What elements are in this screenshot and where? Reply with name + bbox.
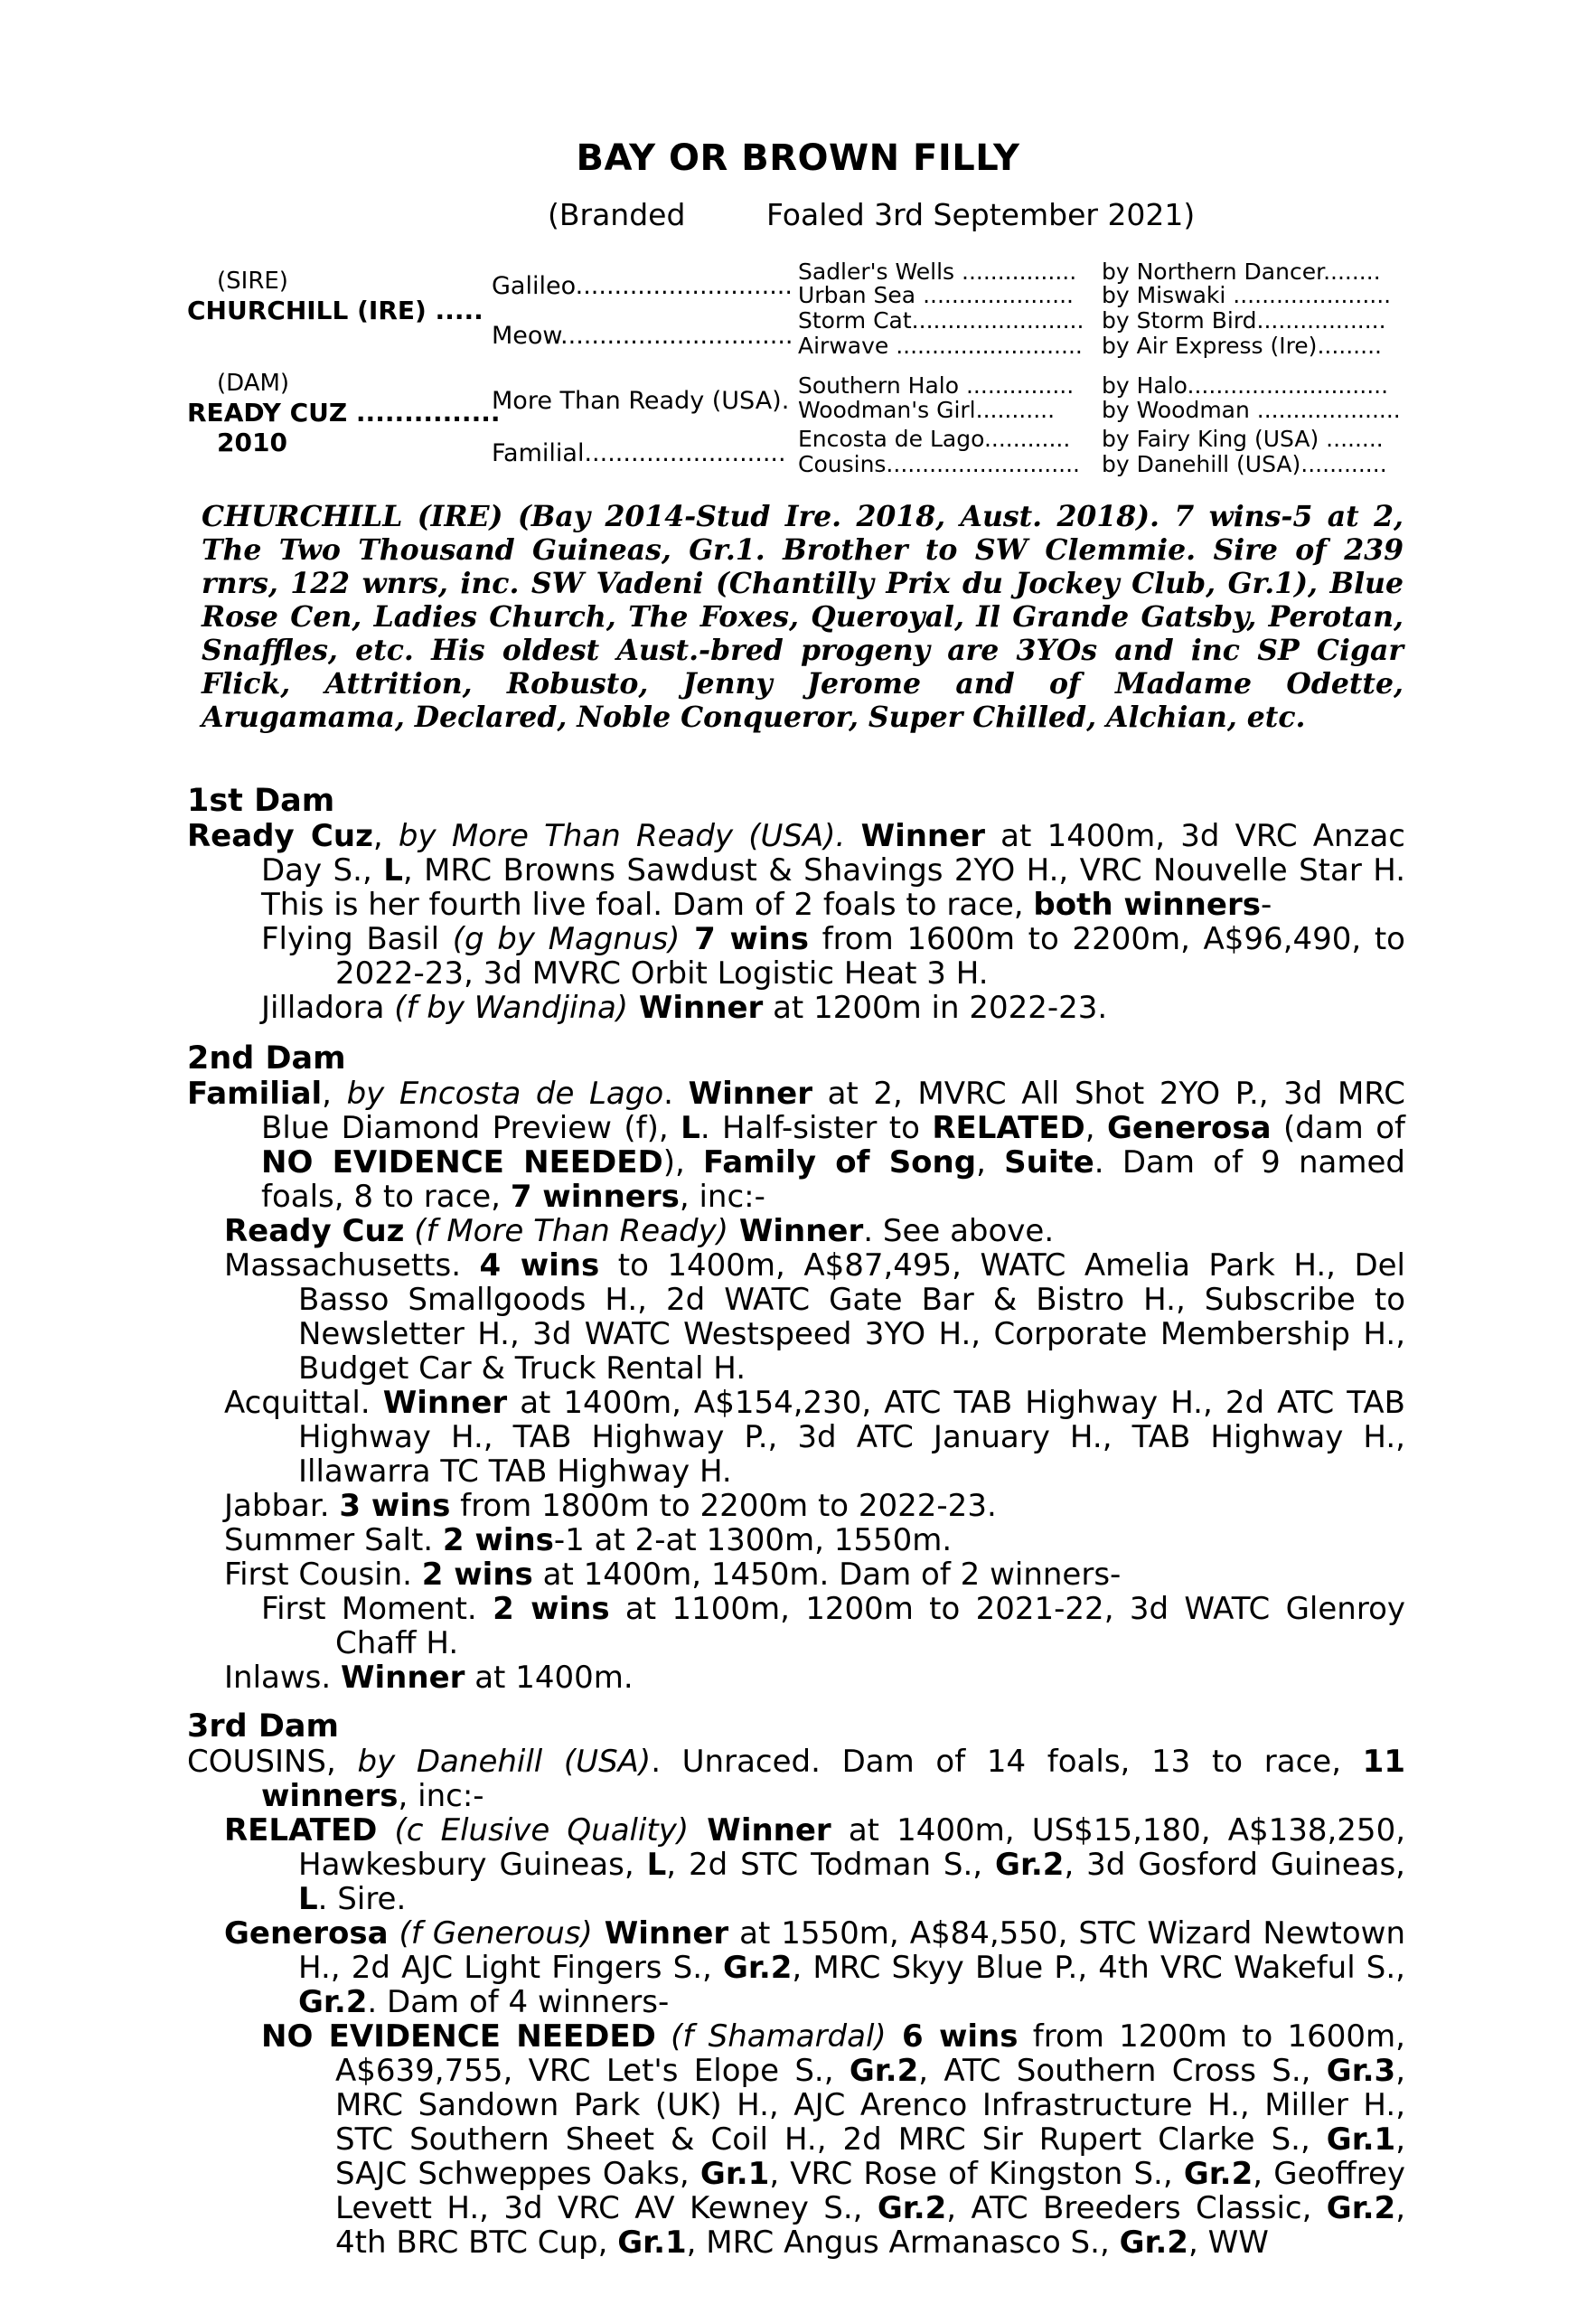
granddam-meow: Meow.............................. — [492, 322, 793, 350]
by-5: by Halo............................ — [1102, 372, 1389, 399]
dam1-winner: Winner — [860, 818, 985, 854]
granddam-familial: Familial.......................... — [492, 439, 786, 467]
third-dam-heading: 3rd Dam — [187, 1708, 339, 1745]
dam2-child-7: Inlaws. Winner at 1400m. — [224, 1660, 634, 1696]
dam3-grandchild-nen: NO EVIDENCE NEEDED (f Shamardal) 6 wins from 1200m to 1600m, A$639,755, VRC Let's Elope S., Gr.2, ATC Southern Cross S., Gr.3, MRC Sandown Park (UK) H., AJC Arenco Infrastructure H., Miller H., STC Southern Sheet & Coil H., 2d MRC Sir Rupert Clarke S., Gr.1, SAJC Schweppes Oaks, Gr.1, VRC Rose of Kingston S., Gr.2, Geoffrey Levett H., 3d VRC AV Kewney S., Gr.2, ATC Breeders Classic, Gr.2, 4th BRC BTC Cup, Gr.1, MRC Angus Armanasco S., Gr.2, WW — [261, 2018, 1406, 2261]
branded-label: (Branded — [548, 197, 686, 232]
dam2-child-4: Jabbar. 3 wins from 1800m to 2200m to 2022-23. — [224, 1488, 997, 1524]
ggp-6: Woodman's Girl........... — [798, 397, 1056, 423]
ggp-7: Encosta de Lago............ — [798, 426, 1071, 452]
by-2: by Miswaki ...................... — [1102, 282, 1392, 308]
dam3-child-related: RELATED (c Elusive Quality) Winner at 1400m, US$15,180, A$138,250, Hawkesbury Guineas, L, 2d STC Todman S., Gr.2, 3d Gosford Guineas, L. Sire. — [224, 1812, 1406, 1917]
dam2-child-2: Massachusetts. 4 wins to 1400m, A$87,495, WATC Amelia Park H., Del Basso Smallgoods H., 2d WATC Gate Bar & Bistro H., Subscribe to Newsletter H., 3d WATC Westspeed 3YO H., Corporate Membership H., Budget Car & Truck Rental H. — [224, 1247, 1405, 1387]
first-dam-entry: Ready Cuz, by More Than Ready (USA). Winner at 1400m, 3d VRC Anzac Day S., L, MRC Browns Sawdust & Shavings 2YO H., VRC Nouvelle Star H. This is her fourth live foal. Dam of 2 foals to race, both winners- Flying Basil (g by Magnus) 7 wins from 1600m to 2200m, A$96,490, to 2022-23, 3d MVRC Orbit Logistic Heat 3 H. Jilladora (f by Wandjina) Winner at 1200m in 2022-23. — [187, 818, 1405, 1026]
sire-name: CHURCHILL (IRE) ..... — [187, 296, 483, 325]
dam3-child-generosa: Generosa (f Generous) Winner at 1550m, A$84,550, STC Wizard Newtown H., 2d AJC Light Fingers S., Gr.2, MRC Skyy Blue P., 4th VRC Wakeful S., Gr.2. Dam of 4 winners- — [224, 1915, 1406, 2020]
grandsire-galileo: Galileo............................ — [492, 272, 793, 300]
sire-label: (SIRE) — [217, 268, 288, 295]
by-4: by Air Express (Ire)......... — [1102, 333, 1382, 359]
dam2-child-6: First Cousin. 2 wins at 1400m, 1450m. Dam of 2 winners- — [224, 1557, 1122, 1593]
ggp-5: Southern Halo ............... — [798, 372, 1075, 399]
page-title: BAY OR BROWN FILLY — [576, 137, 1020, 179]
by-6: by Woodman .................... — [1102, 397, 1401, 423]
dam1-both-winners: both winners — [1033, 887, 1261, 923]
dam-name: READY CUZ ............... — [187, 398, 501, 428]
foaled-date: Foaled 3rd September 2021) — [766, 197, 1196, 232]
by-1: by Northern Dancer........ — [1102, 259, 1381, 285]
sire-summary: CHURCHILL (IRE) (Bay 2014-Stud Ire. 2018, Aust. 2018). 7 wins-5 at 2, The Two Thousand Guineas, Gr.1. Brother to SW Clemmie. Sire of 239 rnrs, 122 wnrs, inc. SW Vadeni (Chantilly Prix du Jockey Club, Gr.1), Blue Rose Cen, Ladies Church, The Foxes, Queroyal, Il Grande Gatsby, Perotan, Snaffles, etc. His oldest Aust.-bred progeny are 3YOs and inc SP Cigar Flick, Attrition, Robusto, Jenny Jerome and of Madame Odette, Arugamama, Declared, Noble Conqueror, Super Chilled, Alchian, etc. — [202, 500, 1404, 734]
first-dam-heading: 1st Dam — [187, 783, 335, 819]
ggp-4: Airwave .......................... — [798, 333, 1083, 359]
dam2-child-1: Ready Cuz (f More Than Ready) Winner. See above. — [224, 1213, 1055, 1249]
dam2-child-5: Summer Salt. 2 wins-1 at 2-at 1300m, 1550m. — [224, 1522, 953, 1558]
by-3: by Storm Bird.................. — [1102, 307, 1386, 334]
dam-year: 2010 — [217, 428, 287, 457]
ggp-1: Sadler's Wells ................ — [798, 259, 1077, 285]
second-dam-entry: Familial, by Encosta de Lago. Winner at 2, MVRC All Shot 2YO P., 3d MRC Blue Diamond Preview (f), L. Half-sister to RELATED, Generosa (dam of NO EVIDENCE NEEDED), Family of Song, Suite. Dam of 9 named foals, 8 to race, 7 winners, inc:- Ready Cuz (f More Than Ready) Winner. See above. Massachusetts. 4 wins to 1400m, A$87,495, WATC Amelia Park H., Del Basso Smallgoods H., 2d WATC Gate Bar & Bistro H., Subscribe to Newsletter H., 3d WATC Westspeed 3YO H., Corporate Membership H., Budget Car & Truck Rental H. Acquittal. Winner at 1400m, A$154,230, ATC TAB Highway H., 2d ATC TAB Highway H., TAB Highway P., 3d ATC January H., TAB Highway H., Illawarra TC TAB Highway H. Jabbar. 3 wins from 1800m to 2200m to 2022-23. Summer Salt. 2 wins-1 at 2-at 1300m, 1550m. First Cousin. 2 wins at 1400m, 1450m. Dam of 2 winners- First Moment. 2 wins at 1100m, 1200m to 2021-22, 3d WATC Glenroy Chaff H. Inlaws. Winner at 1400m. — [187, 1076, 1405, 1696]
ggp-3: Storm Cat........................ — [798, 307, 1084, 334]
ggp-2: Urban Sea ..................... — [798, 282, 1074, 308]
dam1-progeny-2: Jilladora (f by Wandjina) Winner at 1200m in 2022-23. — [261, 990, 1108, 1026]
by-7: by Fairy King (USA) ........ — [1102, 426, 1384, 452]
grandsire-more-than-ready: More Than Ready (USA). — [492, 387, 790, 415]
dam1-name: Ready Cuz — [187, 818, 373, 854]
third-dam-entry: COUSINS, by Danehill (USA). Unraced. Dam of 14 foals, 13 to race, 11 winners, inc:- RELATED (c Elusive Quality) Winner at 1400m, US$15,180, A$138,250, Hawkesbury Guineas, L, 2d STC Todman S., Gr.2, 3d Gosford Guineas, L. Sire. Generosa (f Generous) Winner at 1550m, A$84,550, STC Wizard Newtown H., 2d AJC Light Fingers S., Gr.2, MRC Skyy Blue P., 4th VRC Wakeful S., Gr.2. Dam of 4 winners- NO EVIDENCE NEEDED (f Shamardal) 6 wins from 1200m to 1600m, A$639,755, VRC Let's Elope S., Gr.2, ATC Southern Cross S., Gr.3, MRC Sandown Park (UK) H., AJC Arenco Infrastructure H., Miller H., STC Southern Sheet & Coil H., 2d MRC Sir Rupert Clarke S., Gr.1, SAJC Schweppes Oaks, Gr.1, VRC Rose of Kingston S., Gr.2, Geoffrey Levett H., 3d VRC AV Kewney S., Gr.2, ATC Breeders Classic, Gr.2, 4th BRC BTC Cup, Gr.1, MRC Angus Armanasco S., Gr.2, WW — [187, 1744, 1406, 2261]
second-dam-heading: 2nd Dam — [187, 1040, 346, 1077]
dam1-sire: by More Than Ready (USA). — [398, 818, 846, 854]
by-8: by Danehill (USA)............ — [1102, 451, 1387, 477]
dam2-child-3: Acquittal. Winner at 1400m, A$154,230, ATC TAB Highway H., 2d ATC TAB Highway H., TAB Highway P., 3d ATC January H., TAB Highway H., Illawarra TC TAB Highway H. — [224, 1385, 1405, 1490]
dam-label: (DAM) — [217, 370, 290, 397]
dam2-grandchild-1: First Moment. 2 wins at 1100m, 1200m to 2021-22, 3d WATC Glenroy Chaff H. — [261, 1591, 1405, 1661]
dam1-progeny-1: Flying Basil (g by Magnus) 7 wins from 1600m to 2200m, A$96,490, to 2022-23, 3d MVRC Orbit Logistic Heat 3 H. — [261, 921, 1405, 992]
ggp-8: Cousins........................... — [798, 451, 1080, 477]
